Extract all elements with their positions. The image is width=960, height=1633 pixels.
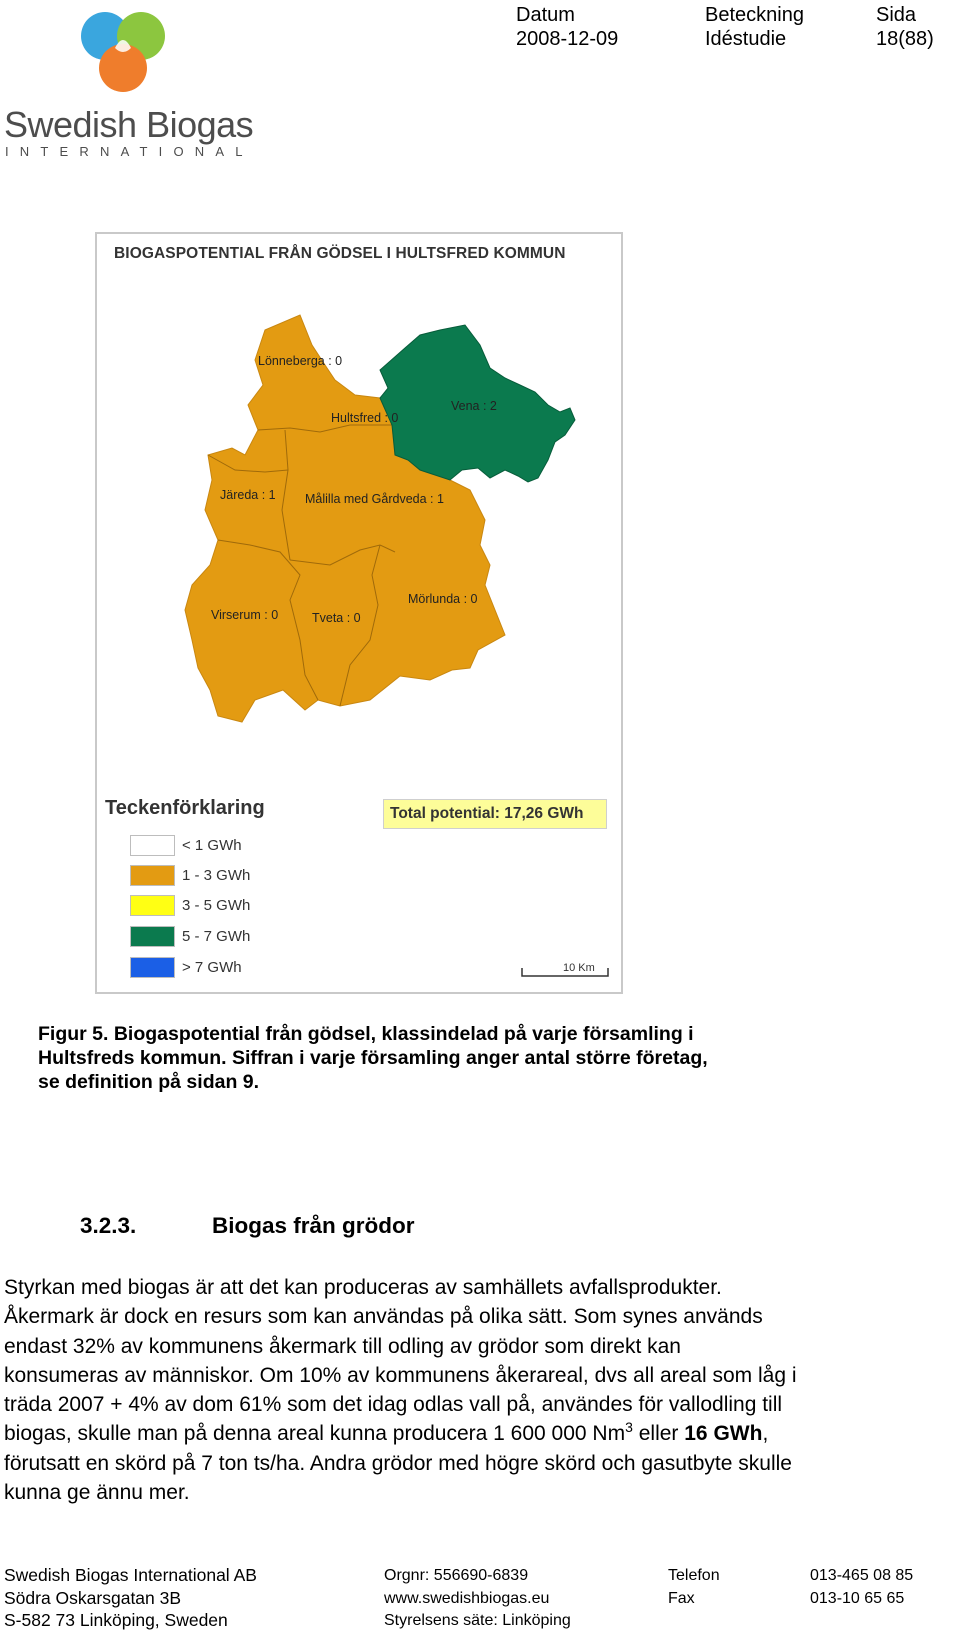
designation-block	[705, 3, 804, 51]
superscript: 3	[625, 1419, 633, 1436]
page-block	[876, 3, 934, 51]
body-line: kunna ge ännu mer.	[4, 1481, 190, 1505]
scale-label: 10 Km	[563, 962, 595, 974]
date-label: Datum	[516, 4, 575, 26]
parish-label-virserum: Virserum : 0	[211, 608, 279, 622]
body-line: Åkermark är dock en resurs som kan användas på olika sätt. Som synes används	[4, 1305, 763, 1329]
footer-line: Styrelsens säte: Linköping	[384, 1612, 571, 1629]
footer-line: www.swedishbiogas.eu	[384, 1589, 550, 1607]
parish-label-lonneberga: Lönneberga : 0	[258, 354, 343, 368]
parish-label-malilla: Målilla med Gårdveda : 1	[305, 492, 444, 506]
body-line: endast 32% av kommunens åkermark till odling av grödor som direkt kan	[4, 1334, 681, 1358]
footer-line: Swedish Biogas International AB	[4, 1565, 257, 1585]
body-text-run: ,	[762, 1422, 769, 1446]
footer-line: Fax	[668, 1589, 695, 1607]
legend-label: 5 - 7 GWh	[182, 928, 251, 945]
parish-label-hultsfred: Hultsfred : 0	[331, 411, 399, 425]
footer-line: S-582 73 Linköping, Sweden	[4, 1610, 228, 1630]
parish-label-morlunda: Mörlunda : 0	[408, 592, 478, 606]
logo-wordmark: Swedish Biogas	[4, 104, 254, 145]
legend-label: > 7 GWh	[182, 959, 242, 976]
legend-title: Teckenförklaring	[105, 797, 265, 819]
total-potential-box: Total potential: 17,26 GWh	[383, 799, 607, 829]
date-block	[516, 3, 618, 51]
logo-mark-icon	[0, 0, 260, 105]
body-line: träda 2007 + 4% av dom 61% som det idag odlas vall på, användes för vallodling till	[4, 1393, 783, 1417]
footer-company	[4, 1564, 257, 1632]
date-value: 2008-12-09	[516, 28, 619, 50]
footer-line: Södra Oskarsgatan 3B	[4, 1587, 182, 1608]
parish-label-vena: Vena : 2	[451, 399, 497, 413]
legend-swatch	[130, 865, 175, 886]
legend-label: 1 - 3 GWh	[182, 867, 251, 884]
section-number: 3.2.3.	[80, 1213, 137, 1238]
body-line: förutsatt en skörd på 7 ton ts/ha. Andra grödor med högre skörd och gasutbyte skulle	[4, 1451, 792, 1475]
caption-line: se definition på sidan 9.	[38, 1071, 260, 1093]
map-title: BIOGASPOTENTIAL FRÅN GÖDSEL I HULTSFRED KOMMUN	[114, 245, 566, 262]
logo-subtitle: INTERNATIONAL	[5, 144, 254, 159]
designation-value: Idéstudie	[705, 28, 787, 50]
body-line: konsumeras av människor. Om 10% av kommunens åkerareal, dvs all areal som låg i	[4, 1363, 797, 1387]
section-title: Biogas från grödor	[212, 1213, 415, 1238]
legend-label: < 1 GWh	[182, 837, 242, 854]
body-bold-value: 16 GWh	[684, 1422, 763, 1446]
footer-line: 013-465 08 85	[810, 1567, 914, 1584]
body-line: Styrkan med biogas är att det kan produceras av samhällets avfallsprodukter.	[4, 1276, 722, 1299]
footer-contact-labels	[668, 1565, 720, 1610]
legend-swatch	[130, 835, 175, 856]
footer-line: 013-10 65 65	[810, 1589, 905, 1607]
parish-label-tveta: Tveta : 0	[312, 611, 361, 625]
page-number: 18(88)	[876, 28, 934, 50]
footer-contact-numbers	[810, 1565, 913, 1610]
page-label: Sida	[876, 4, 917, 26]
footer-line: Telefon	[668, 1567, 720, 1584]
caption-line: Figur 5. Biogaspotential från gödsel, klassindelad på varje församling i	[38, 1023, 694, 1045]
designation-label: Beteckning	[705, 4, 804, 26]
footer-registration	[384, 1565, 571, 1633]
figure-caption	[38, 1022, 818, 1094]
legend-label: 3 - 5 GWh	[182, 897, 251, 914]
company-logo	[0, 0, 260, 165]
parish-label-jareda: Järeda : 1	[220, 488, 276, 502]
footer-line: Orgnr: 556690-6839	[384, 1567, 529, 1584]
body-text-run: eller	[632, 1422, 685, 1446]
body-paragraph	[4, 1273, 958, 1507]
legend-swatch	[130, 957, 175, 978]
caption-line: Hultsfreds kommun. Siffran i varje församling anger antal större företag,	[38, 1047, 708, 1069]
body-text-run: biogas, skulle man på denna areal kunna producera 1 600 000 Nm	[4, 1422, 626, 1446]
legend-swatch	[130, 895, 175, 916]
body-line-with-superscript	[4, 1419, 958, 1448]
legend-swatch	[130, 926, 175, 947]
